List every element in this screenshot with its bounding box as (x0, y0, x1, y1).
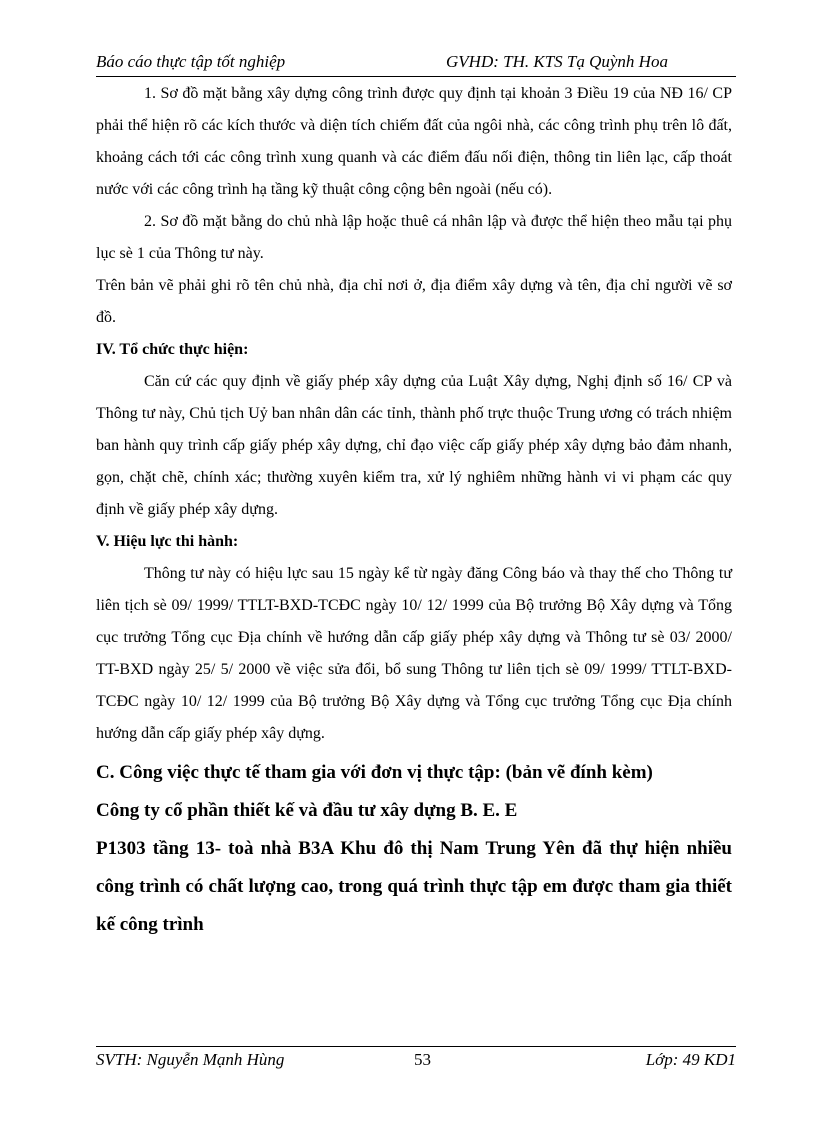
header-supervisor: GVHD: TH. KTS Tạ Quỳnh Hoa (446, 52, 668, 71)
document-body (96, 78, 732, 944)
heading-implementation: IV. Tổ chức thực hiện: (96, 341, 249, 358)
paragraph-site-plan-requirements: 1. Sơ đồ mặt bằng xây dựng công trình được quy định tại khoản 3 Điều 19 của NĐ 16/ CP phải thể hiện rõ các kích thước và diện tích chiếm đất của ngôi nhà, các công trình phụ trên lô đất, khoảng cách tới các công trình xung quanh và các điểm đấu nối điện, thông tin liên lạc, cấp thoát nước với các công trình hạ tầng kỹ thuật công cộng bên ngoài (nếu có). (96, 85, 732, 198)
footer-divider (96, 1046, 736, 1047)
footer-class: Lớp: 49 KD1 (645, 1050, 736, 1069)
paragraph-company-address: P1303 tầng 13- toà nhà B3A Khu đô thị Nam Trung Yên đã thự hiện nhiều công trình có chất lượng cao, trong quá trình thực tập em được tham gia thiết kế công trình (96, 838, 732, 935)
header-report-title: Báo cáo thực tập tốt nghiệp (96, 52, 286, 71)
heading-company-name: Công ty cổ phần thiết kế và đầu tư xây dựng B. E. E (96, 800, 518, 821)
paragraph-effectiveness: Thông tư này có hiệu lực sau 15 ngày kể từ ngày đăng Công báo và thay thế cho Thông tư liên tịch sè 09/ 1999/ TTLT-BXD-TCĐC ngày 10/ 12/ 1999 của Bộ trưởng Bộ Xây dựng và Tổng cục trưởng Tổng cục Địa chính về hướng dẫn cấp giấy phép xây dựng và Thông tư sè 03/ 2000/ TT-BXD ngày 25/ 5/ 2000 về việc sửa đổi, bổ sung Thông tư liên tịch sè 09/ 1999/ TTLT-BXD-TCĐC ngày 10/ 12/ 1999 của Bộ trưởng Bộ Xây dựng và Tổng cục trưởng Tổng cục Địa chính hướng dẫn cấp giấy phép xây dựng. (96, 565, 732, 742)
footer-student: SVTH: Nguyễn Mạnh Hùng (96, 1050, 285, 1069)
paragraph-drawing-notes: Trên bản vẽ phải ghi rõ tên chủ nhà, địa chỉ nơi ở, địa điểm xây dựng và tên, địa chỉ người vẽ sơ đồ. (96, 277, 732, 326)
heading-effectiveness: V. Hiệu lực thi hành: (96, 533, 239, 550)
page-number: 53 (414, 1050, 431, 1069)
paragraph-site-plan-author: 2. Sơ đồ mặt bằng do chủ nhà lập hoặc thuê cá nhân lập và được thể hiện theo mẫu tại phụ lục sè 1 của Thông tư này. (96, 213, 732, 262)
header-divider (96, 76, 736, 77)
page-header (96, 52, 736, 76)
heading-practical-work: C. Công việc thực tế tham gia với đơn vị thực tập: (bản vẽ đính kèm) (96, 762, 653, 783)
page-footer (96, 1050, 736, 1074)
paragraph-implementation: Căn cứ các quy định về giấy phép xây dựng của Luật Xây dựng, Nghị định số 16/ CP và Thông tư này, Chủ tịch Uỷ ban nhân dân các tỉnh, thành phố trực thuộc Trung ương có trách nhiệm ban hành quy trình cấp giấy phép xây dựng, chỉ đạo việc cấp giấy phép xây dựng bảo đảm nhanh, gọn, chặt chẽ, chính xác; thường xuyên kiểm tra, xử lý nghiêm những hành vi vi phạm các quy định về giấy phép xây dựng. (96, 373, 732, 518)
